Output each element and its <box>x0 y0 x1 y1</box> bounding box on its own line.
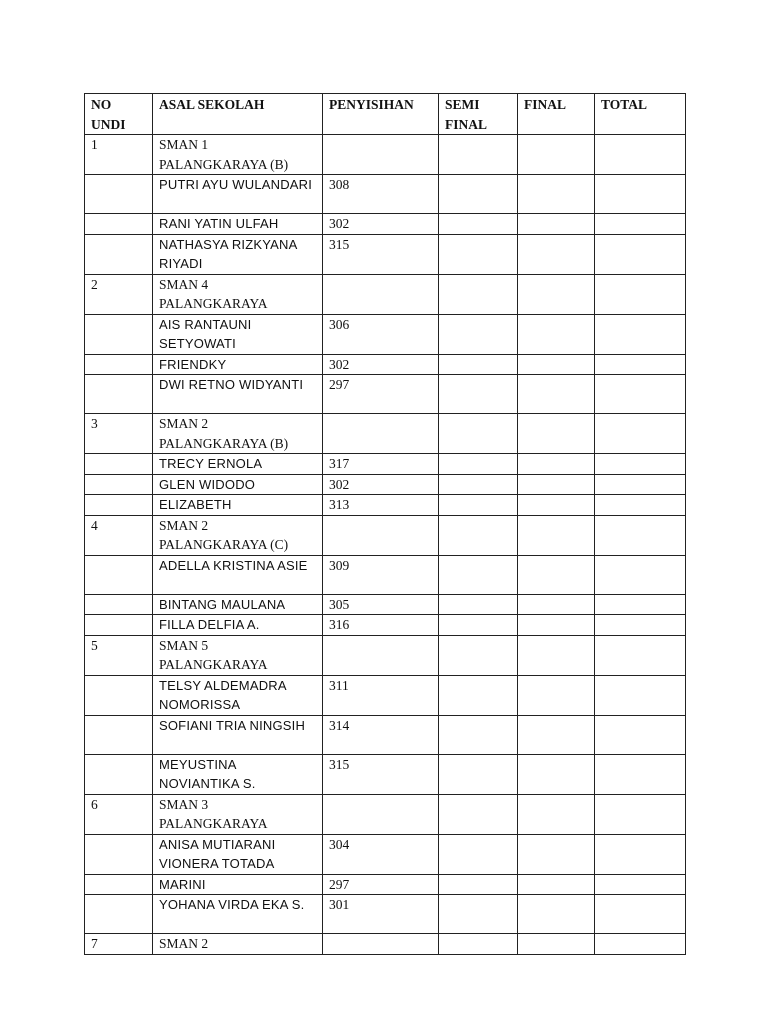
school-name-cell: SMAN 3 PALANGKARAYA <box>153 794 323 834</box>
school-row <box>85 794 686 834</box>
header-penyisihan: PENYISIHAN <box>323 94 439 135</box>
semi-final-cell <box>439 834 518 874</box>
semi-final-cell <box>439 474 518 495</box>
no-undi-cell <box>85 615 153 636</box>
penyisihan-score-cell: 304 <box>323 834 439 874</box>
participant-name-cell: PUTRI AYU WULANDARI <box>153 175 323 214</box>
participant-row <box>85 754 686 794</box>
total-cell <box>595 234 686 274</box>
participant-name-cell: AIS RANTAUNI SETYOWATI <box>153 314 323 354</box>
no-undi-cell <box>85 715 153 754</box>
final-cell <box>518 874 595 895</box>
total-cell <box>595 895 686 934</box>
total-cell <box>595 454 686 475</box>
penyisihan-score-cell: 315 <box>323 234 439 274</box>
participant-row <box>85 895 686 934</box>
school-row <box>85 135 686 175</box>
final-cell <box>518 834 595 874</box>
participant-row <box>85 615 686 636</box>
final-cell <box>518 594 595 615</box>
participant-name-cell: FRIENDKY <box>153 354 323 375</box>
total-cell <box>595 375 686 414</box>
penyisihan-score-cell <box>323 635 439 675</box>
header-asal-sekolah: ASAL SEKOLAH <box>153 94 323 135</box>
no-undi-cell: 3 <box>85 414 153 454</box>
semi-final-cell <box>439 874 518 895</box>
final-cell <box>518 635 595 675</box>
participant-name-cell: FILLA DELFIA A. <box>153 615 323 636</box>
total-cell <box>595 135 686 175</box>
final-cell <box>518 715 595 754</box>
final-cell <box>518 555 595 594</box>
semi-final-cell <box>439 135 518 175</box>
header-final: FINAL <box>518 94 595 135</box>
participant-name-cell: SOFIANI TRIA NINGSIH <box>153 715 323 754</box>
total-cell <box>595 715 686 754</box>
penyisihan-score-cell <box>323 794 439 834</box>
total-cell <box>595 594 686 615</box>
school-name-cell: SMAN 4 PALANGKARAYA <box>153 274 323 314</box>
total-cell <box>595 754 686 794</box>
no-undi-cell <box>85 354 153 375</box>
semi-final-cell <box>439 234 518 274</box>
participant-name-cell: NATHASYA RIZKYANA RIYADI <box>153 234 323 274</box>
semi-final-cell <box>439 555 518 594</box>
total-cell <box>595 474 686 495</box>
total-cell <box>595 635 686 675</box>
semi-final-cell <box>439 454 518 475</box>
penyisihan-score-cell <box>323 274 439 314</box>
no-undi-cell <box>85 555 153 594</box>
total-cell <box>595 794 686 834</box>
participant-row <box>85 375 686 414</box>
semi-final-cell <box>439 414 518 454</box>
final-cell <box>518 675 595 715</box>
participant-name-cell: MEYUSTINA NOVIANTIKA S. <box>153 754 323 794</box>
participant-row <box>85 555 686 594</box>
penyisihan-score-cell: 302 <box>323 474 439 495</box>
final-cell <box>518 495 595 516</box>
school-row <box>85 934 686 955</box>
semi-final-cell <box>439 375 518 414</box>
no-undi-cell: 2 <box>85 274 153 314</box>
final-cell <box>518 214 595 235</box>
no-undi-cell: 5 <box>85 635 153 675</box>
no-undi-cell <box>85 675 153 715</box>
total-cell <box>595 834 686 874</box>
participant-row <box>85 314 686 354</box>
school-name-cell: SMAN 2 <box>153 934 323 955</box>
penyisihan-score-cell: 301 <box>323 895 439 934</box>
participant-row <box>85 675 686 715</box>
penyisihan-score-cell: 302 <box>323 354 439 375</box>
school-row <box>85 515 686 555</box>
final-cell <box>518 175 595 214</box>
participant-name-cell: ELIZABETH <box>153 495 323 516</box>
final-cell <box>518 314 595 354</box>
participant-name-cell: TRECY ERNOLA <box>153 454 323 475</box>
semi-final-cell <box>439 274 518 314</box>
school-name-cell: SMAN 1 PALANGKARAYA (B) <box>153 135 323 175</box>
final-cell <box>518 895 595 934</box>
final-cell <box>518 274 595 314</box>
participant-name-cell: DWI RETNO WIDYANTI <box>153 375 323 414</box>
penyisihan-score-cell: 297 <box>323 375 439 414</box>
semi-final-cell <box>439 515 518 555</box>
penyisihan-score-cell: 316 <box>323 615 439 636</box>
semi-final-cell <box>439 754 518 794</box>
total-cell <box>595 515 686 555</box>
no-undi-cell <box>85 754 153 794</box>
penyisihan-score-cell: 313 <box>323 495 439 516</box>
final-cell <box>518 414 595 454</box>
semi-final-cell <box>439 895 518 934</box>
table-header-row <box>85 94 686 135</box>
no-undi-cell <box>85 214 153 235</box>
penyisihan-score-cell: 315 <box>323 754 439 794</box>
semi-final-cell <box>439 495 518 516</box>
participant-name-cell: YOHANA VIRDA EKA S. <box>153 895 323 934</box>
no-undi-cell <box>85 594 153 615</box>
penyisihan-score-cell: 308 <box>323 175 439 214</box>
school-name-cell: SMAN 2 PALANGKARAYA (B) <box>153 414 323 454</box>
participant-row <box>85 175 686 214</box>
total-cell <box>595 354 686 375</box>
total-cell <box>595 874 686 895</box>
total-cell <box>595 214 686 235</box>
no-undi-cell <box>85 474 153 495</box>
semi-final-cell <box>439 594 518 615</box>
total-cell <box>595 615 686 636</box>
no-undi-cell <box>85 175 153 214</box>
semi-final-cell <box>439 934 518 955</box>
semi-final-cell <box>439 715 518 754</box>
participant-row <box>85 834 686 874</box>
participant-name-cell: TELSY ALDEMADRA NOMORISSA <box>153 675 323 715</box>
participant-row <box>85 354 686 375</box>
penyisihan-score-cell: 311 <box>323 675 439 715</box>
participant-name-cell: GLEN WIDODO <box>153 474 323 495</box>
penyisihan-score-cell <box>323 515 439 555</box>
total-cell <box>595 495 686 516</box>
score-table <box>84 93 686 955</box>
school-name-cell: SMAN 5 PALANGKARAYA <box>153 635 323 675</box>
participant-row <box>85 594 686 615</box>
semi-final-cell <box>439 675 518 715</box>
penyisihan-score-cell <box>323 414 439 454</box>
penyisihan-score-cell: 305 <box>323 594 439 615</box>
participant-name-cell: ANISA MUTIARANI VIONERA TOTADA <box>153 834 323 874</box>
semi-final-cell <box>439 214 518 235</box>
header-total: TOTAL <box>595 94 686 135</box>
no-undi-cell <box>85 874 153 895</box>
total-cell <box>595 675 686 715</box>
header-no-undi: NO UNDI <box>85 94 153 135</box>
final-cell <box>518 135 595 175</box>
participant-row <box>85 474 686 495</box>
penyisihan-score-cell: 302 <box>323 214 439 235</box>
participant-row <box>85 214 686 235</box>
total-cell <box>595 314 686 354</box>
participant-name-cell: RANI YATIN ULFAH <box>153 214 323 235</box>
no-undi-cell <box>85 375 153 414</box>
participant-row <box>85 454 686 475</box>
penyisihan-score-cell: 306 <box>323 314 439 354</box>
table-body <box>85 135 686 955</box>
final-cell <box>518 615 595 636</box>
penyisihan-score-cell <box>323 135 439 175</box>
header-semi-final: SEMI FINAL <box>439 94 518 135</box>
semi-final-cell <box>439 175 518 214</box>
participant-row <box>85 874 686 895</box>
no-undi-cell: 1 <box>85 135 153 175</box>
semi-final-cell <box>439 354 518 375</box>
participant-row <box>85 234 686 274</box>
school-row <box>85 274 686 314</box>
no-undi-cell <box>85 495 153 516</box>
final-cell <box>518 234 595 274</box>
final-cell <box>518 515 595 555</box>
semi-final-cell <box>439 635 518 675</box>
final-cell <box>518 474 595 495</box>
participant-name-cell: BINTANG MAULANA <box>153 594 323 615</box>
no-undi-cell: 6 <box>85 794 153 834</box>
final-cell <box>518 354 595 375</box>
participant-name-cell: MARINI <box>153 874 323 895</box>
semi-final-cell <box>439 615 518 636</box>
no-undi-cell <box>85 314 153 354</box>
final-cell <box>518 794 595 834</box>
no-undi-cell: 4 <box>85 515 153 555</box>
no-undi-cell: 7 <box>85 934 153 955</box>
penyisihan-score-cell <box>323 934 439 955</box>
total-cell <box>595 274 686 314</box>
semi-final-cell <box>439 794 518 834</box>
final-cell <box>518 375 595 414</box>
participant-row <box>85 495 686 516</box>
total-cell <box>595 414 686 454</box>
no-undi-cell <box>85 234 153 274</box>
school-row <box>85 414 686 454</box>
penyisihan-score-cell: 297 <box>323 874 439 895</box>
no-undi-cell <box>85 834 153 874</box>
semi-final-cell <box>439 314 518 354</box>
penyisihan-score-cell: 314 <box>323 715 439 754</box>
penyisihan-score-cell: 309 <box>323 555 439 594</box>
school-name-cell: SMAN 2 PALANGKARAYA (C) <box>153 515 323 555</box>
school-row <box>85 635 686 675</box>
total-cell <box>595 934 686 955</box>
final-cell <box>518 754 595 794</box>
final-cell <box>518 454 595 475</box>
no-undi-cell <box>85 454 153 475</box>
penyisihan-score-cell: 317 <box>323 454 439 475</box>
no-undi-cell <box>85 895 153 934</box>
total-cell <box>595 555 686 594</box>
participant-row <box>85 715 686 754</box>
participant-name-cell: ADELLA KRISTINA ASIE <box>153 555 323 594</box>
final-cell <box>518 934 595 955</box>
total-cell <box>595 175 686 214</box>
